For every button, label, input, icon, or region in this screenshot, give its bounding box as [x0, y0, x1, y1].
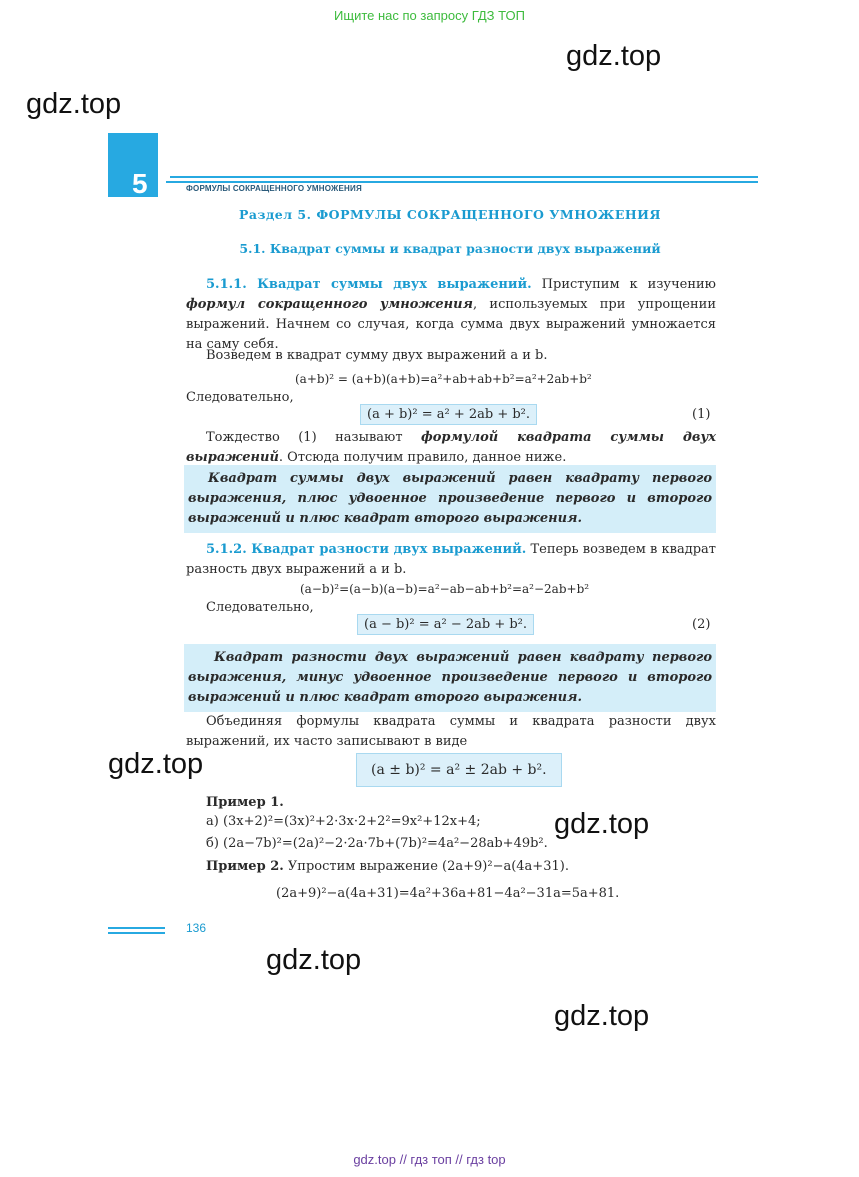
term: формул сокращенного умножения [186, 297, 473, 312]
paragraph-intro: 5.1.1. Квадрат суммы двух выражений. Приступим к изучению формул сокращенного умножения, используемых при упрощении выражений. Начнем со случая, когда сумма двух выражений умножается на саму себя. [186, 277, 716, 352]
footer-links: gdz.top // гдз топ // гдз top [353, 1152, 506, 1167]
watermark: gdz.top [554, 1000, 650, 1032]
watermark: gdz.top [554, 808, 650, 840]
rule-text: Квадрат разности двух выражений равен квадрату первого выражения, минус удвоенное произведение первого и второго выражений и плюс квадрат второго выражения. [188, 650, 712, 705]
formula-box: (a + b)² = a² + 2ab + b². [360, 404, 537, 425]
consequently-label: Следовательно, [206, 600, 314, 615]
paragraph: Возведем в квадрат сумму двух выражений a и b. [206, 348, 548, 363]
equation-number: (1) [692, 407, 711, 422]
watermark: gdz.top [26, 88, 122, 120]
footer-line [108, 927, 165, 929]
formula-expansion: (a−b)²=(a−b)(a−b)=a²−ab−ab+b²=a²−2ab+b² [300, 582, 590, 596]
paragraph: Объединяя формулы квадрата суммы и квадрата разности двух выражений, их часто записывают в виде [186, 714, 716, 749]
equation-number: (2) [692, 617, 711, 632]
example-line: а) (3x+2)²=(3x)²+2·3x·2+2²=9x²+12x+4; [206, 814, 481, 829]
example-solution: (2a+9)²−a(4a+31)=4a²+36a+81−4a²−31a=5a+81. [276, 886, 620, 901]
page-number: 136 [186, 921, 207, 935]
rule-text: Квадрат суммы двух выражений равен квадрату первого выражения, плюс удвоенное произведение первого и второго выражений и плюс квадрат второго выражения. [188, 471, 712, 526]
example-line: б) (2a−7b)²=(2a)²−2·2a·7b+(7b)²=4a²−28ab+49b². [206, 836, 548, 851]
subsection-label: 5.1.2. Квадрат разности двух выражений. [206, 542, 527, 557]
example-title: Пример 1. [206, 795, 284, 810]
header-line [170, 176, 758, 178]
term: формулой квадрата суммы двух выражений [186, 430, 716, 465]
paragraph: Тождество (1) называют формулой квадрата суммы двух выражений. Отсюда получим правило, данное ниже. [186, 430, 716, 465]
formula-expansion: (a+b)² = (a+b)(a+b)=a²+ab+ab+b²=a²+2ab+b² [295, 372, 592, 386]
formula-box: (a − b)² = a² − 2ab + b². [357, 614, 534, 635]
section-number: 5 [132, 168, 148, 199]
subsection-heading: 5.1. Квадрат суммы и квадрат разности двух выражений [239, 241, 661, 256]
rule-box [184, 644, 716, 712]
section-heading: Раздел 5. ФОРМУЛЫ СОКРАЩЕННОГО УМНОЖЕНИЯ [239, 207, 661, 222]
example-2: Пример 2. Упростим выражение (2a+9)²−a(4a+31). [206, 859, 569, 874]
consequently-label: Следовательно, [186, 390, 294, 405]
example-title: Пример 2. [206, 859, 284, 874]
footer-line [108, 932, 165, 934]
header-line [166, 181, 758, 183]
paragraph: 5.1.2. Квадрат разности двух выражений. Теперь возведем в квадрат разность двух выражений a и b. [186, 542, 716, 577]
rule-box [184, 465, 716, 533]
running-title: ФОРМУЛЫ СОКРАЩЕННОГО УМНОЖЕНИЯ [186, 184, 362, 193]
subsection-label: 5.1.1. Квадрат суммы двух выражений. [206, 277, 532, 292]
watermark: gdz.top [566, 40, 662, 72]
formula-box: (a ± b)² = a² ± 2ab + b². [356, 753, 562, 787]
watermark: gdz.top [266, 944, 362, 976]
top-banner: Ищите нас по запросу ГДЗ ТОП [334, 8, 525, 23]
watermark: gdz.top [108, 748, 204, 780]
